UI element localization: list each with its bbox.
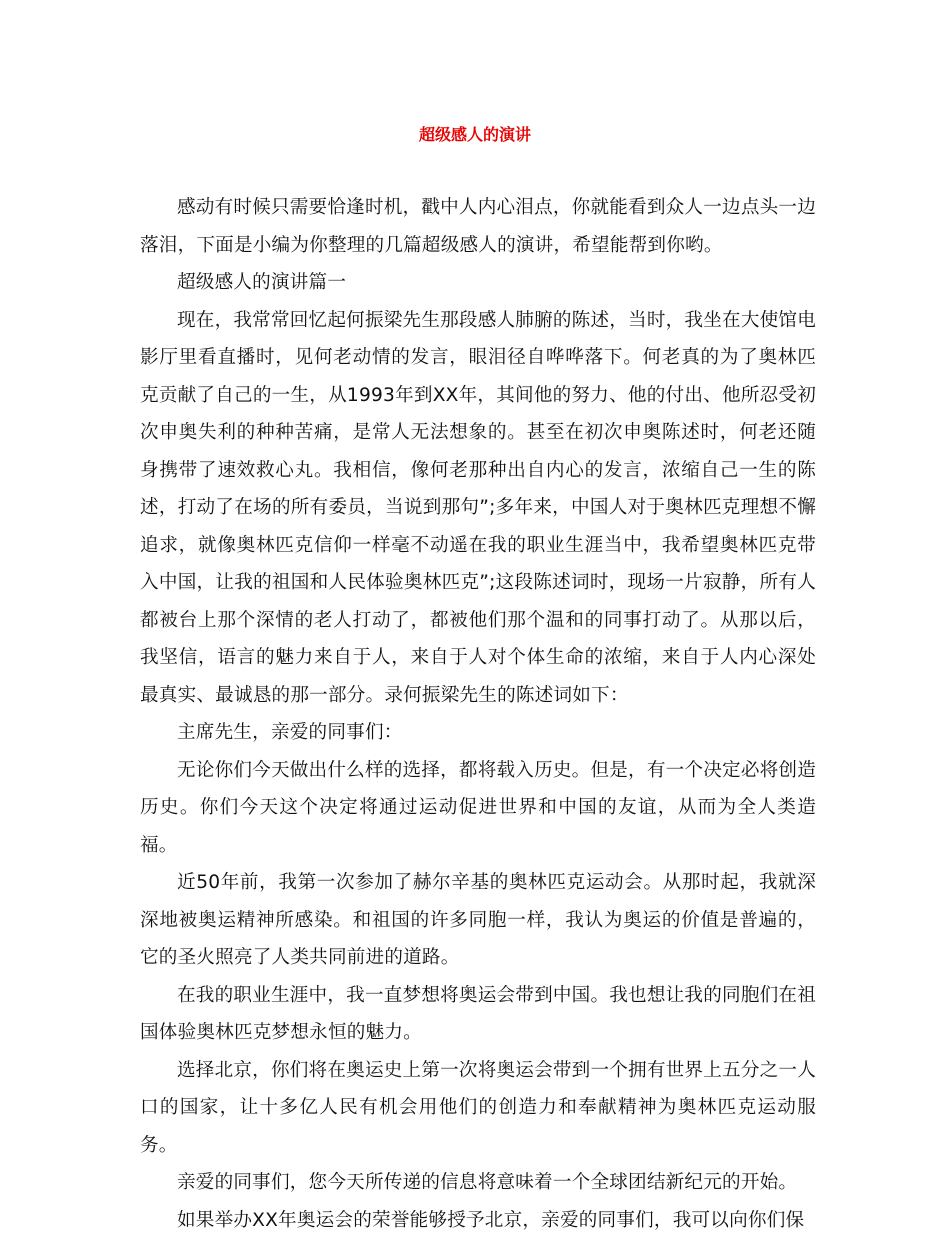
paragraph-speech-4: 选择北京，你们将在奥运史上第一次将奥运会带到一个拥有世界上五分之一人口的国家，让十多亿人民有机会用他们的创造力和奉献精神为奥林匹克运动服务。 [140, 1052, 816, 1165]
paragraph-speech-3: 在我的职业生涯中，我一直梦想将奥运会带到中国。我也想让我的同胞们在祖国体验奥林匹克梦想永恒的魅力。 [140, 977, 816, 1052]
section-heading: 超级感人的演讲篇一 [140, 264, 816, 302]
paragraph-speech-1: 无论你们今天做出什么样的选择，都将载入历史。但是，有一个决定必将创造历史。你们今天这个决定将通过运动促进世界和中国的友谊，从而为全人类造福。 [140, 752, 816, 865]
document-title: 超级感人的演讲 [0, 124, 950, 146]
document-body [140, 189, 816, 1239]
paragraph-speech-6: 如果举办XX年奥运会的荣誉能够授予北京，亲爱的同事们，我可以向你们保 [140, 1202, 816, 1239]
paragraph-speech-2: 近50年前，我第一次参加了赫尔辛基的奥林匹克运动会。从那时起，我就深深地被奥运精神所感染。和祖国的许多同胞一样，我认为奥运的价值是普遍的，它的圣火照亮了人类共同前进的道路。 [140, 864, 816, 977]
paragraph-intro: 感动有时候只需要恰逢时机，戳中人内心泪点，你就能看到众人一边点头一边落泪，下面是小编为你整理的几篇超级感人的演讲，希望能帮到你哟。 [140, 189, 816, 264]
paragraph-salutation: 主席先生，亲爱的同事们： [140, 714, 816, 752]
paragraph-speech-5: 亲爱的同事们，您今天所传递的信息将意味着一个全球团结新纪元的开始。 [140, 1164, 816, 1202]
paragraph-recollection: 现在，我常常回忆起何振梁先生那段感人肺腑的陈述，当时，我坐在大使馆电影厅里看直播时，见何老动情的发言，眼泪径自哗哗落下。何老真的为了奥林匹克贡献了自己的一生，从1993年到XX年，其间他的努力、他的付出、他所忍受初次申奥失利的种种苦痛，是常人无法想象的。甚至在初次申奥陈述时，何老还随身携带了速效救心丸。我相信，像何老那种出自内心的发言，浓缩自己一生的陈述，打动了在场的所有委员，当说到那句”;多年来，中国人对于奥林匹克理想不懈追求，就像奥林匹克信仰一样毫不动遥在我的职业生涯当中，我希望奥林匹克带入中国，让我的祖国和人民体验奥林匹克”;这段陈述词时，现场一片寂静，所有人都被台上那个深情的老人打动了，都被他们那个温和的同事打动了。从那以后，我坚信，语言的魅力来自于人，来自于人对个体生命的浓缩，来自于人内心深处最真实、最诚恳的那一部分。录何振梁先生的陈述词如下： [140, 302, 816, 715]
